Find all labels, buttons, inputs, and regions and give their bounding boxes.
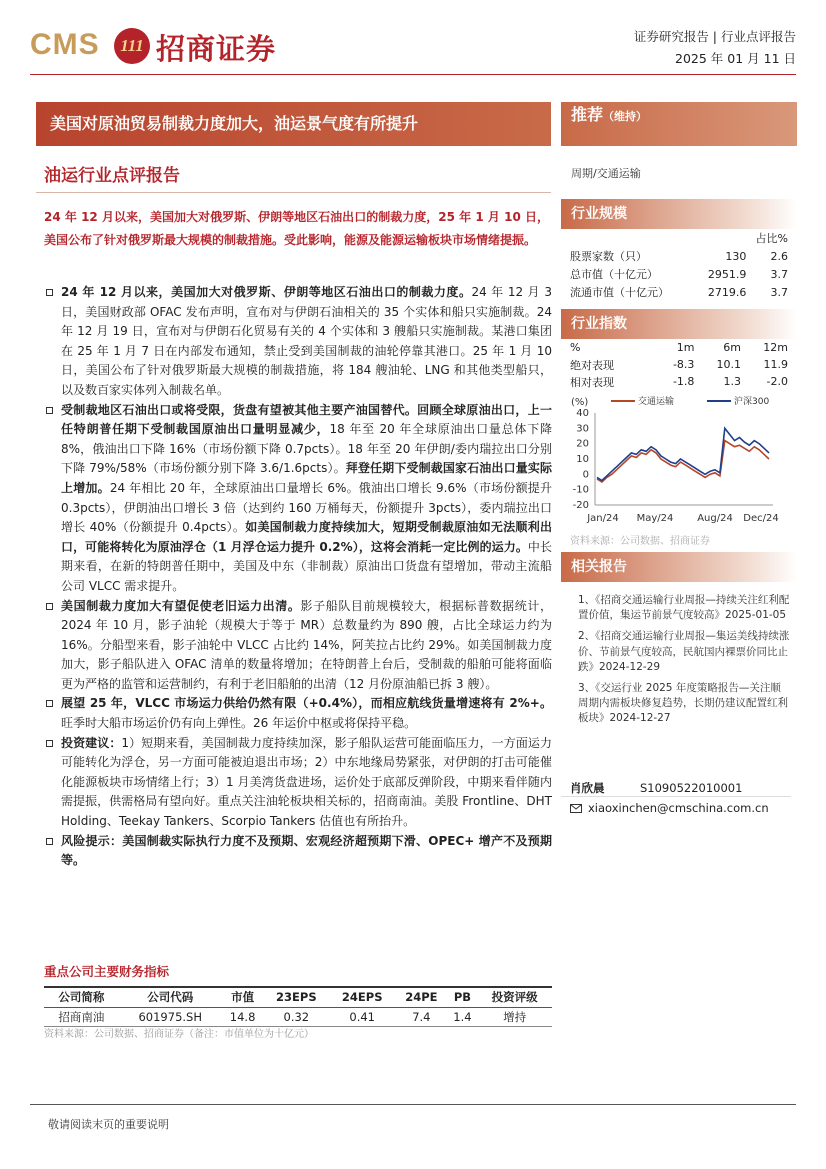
company-logo [30, 22, 290, 68]
index-table [570, 339, 788, 390]
related-title: 相关报告 [561, 552, 797, 582]
bullet-item [44, 694, 552, 733]
report-date: 2025 年 01 月 11 日 [675, 51, 796, 66]
y-tick-label: 20 [576, 438, 589, 450]
y-tick-label: 0 [582, 469, 589, 481]
bullet-text: 24 年 12 月 3 日，美国财政部 OFAC 发布声明，宣布对与伊朗石油相关的 35 个实体和船只实施制裁。24 年 12 月 19 日，宣布对与伊朗石化贸易有关的 4 个实体和 3 艘船只实施制裁。某港口集团在 25 年 1 月 7 日在内部发布通知，禁止受到美国制裁的油轮停靠其港口。25 年 1 月 10 日，美国公布了针对俄罗斯最大规模的制裁措施，将 184 艘油轮、LNG 和其他类型船只，以及数百家实体列入制裁名单。 [61, 285, 552, 397]
x-tick-label: May/24 [636, 513, 674, 524]
analyst-email[interactable]: xiaoxinchen@cmschina.com.cn [588, 801, 769, 815]
rating-label: 推荐 [571, 105, 604, 124]
bullet-text: 18 年至 20 年全球原油出口量总体下降 8%，俄油出口下降 16%（市场份额下降 0.7pcts）。18 年至 20 年伊朗/委内瑞拉出口分别下降 79%/58%（市场份额分别下降 3.6/1.6pcts）。 [61, 422, 552, 476]
y-tick-label: 30 [576, 423, 589, 435]
table-cell: 流通市值（十亿元） [570, 286, 669, 299]
table-cell: 0.32 [263, 1007, 329, 1026]
table-header: 1m [676, 341, 695, 354]
table-row [570, 356, 788, 373]
bullet-bold: 如美国制裁力度持续加大，短期受制裁原油如无法顺利出口，可能将转化为原油浮仓（1 月浮仓运力提升 0.2%），这将会消耗一定比例的运力。 [61, 520, 552, 554]
table-header: PB [448, 987, 478, 1007]
financials-table [44, 986, 552, 1027]
table-header: 23EPS [263, 987, 329, 1007]
analyst [570, 780, 742, 796]
related-list [578, 593, 790, 733]
legend-label: 沪深300 [734, 397, 770, 407]
financials-source: 资料来源：公司数据、招商证券（备注：市值单位为十亿元） [44, 1029, 314, 1040]
table-cell: 1.3 [723, 375, 741, 388]
related-item[interactable]: 3、《交运行业 2025 年度策略报告—关注顺周期内需板块修复趋势，长期仍建议配置红利板块》2024-12-27 [578, 682, 788, 725]
table-header: 6m [723, 341, 741, 354]
bullet-bold: 美国制裁力度加大有望促使老旧运力出清。 [61, 598, 301, 613]
scale-table [570, 229, 788, 301]
scale-title: 行业规模 [561, 199, 797, 229]
logo-cms: CMS [30, 28, 100, 61]
table-cell: 601975.SH [119, 1007, 222, 1026]
table-cell: -2.0 [766, 375, 788, 388]
bullet-bold: 24 年 12 月以来，美国加大对俄罗斯、伊朗等地区石油出口的制裁力度。 [61, 285, 472, 299]
chart-source: 资料来源：公司数据、招商证券 [570, 536, 710, 547]
bullet-item [44, 832, 552, 871]
table-header: 12m [763, 341, 788, 354]
related-item[interactable]: 1、《招商交通运输行业周报—持续关注红利配置价值，集运节前景气度较高》2025-01-05 [578, 594, 790, 622]
scale-unit: 占比% [755, 232, 788, 245]
bullet-text: 旺季时大船市场运价仍有向上弹性。26 年运价中枢或将保持平稳。 [61, 716, 417, 731]
table-row [44, 1007, 552, 1026]
x-tick-label: Dec/24 [743, 513, 779, 524]
table-cell: 2951.9 [707, 267, 747, 281]
email-icon [570, 804, 582, 813]
bullet-bold: 受制裁地区石油出口或将受限，货盘有望被其他主要产油国替代。回顾全球原油出口，上一任特朗普任期下受制裁国原油出口量明显减少， [61, 402, 552, 437]
bullet-text: 24 年相比 20 年，全球原油出口量增长 6%。俄油出口增长 9.6%（市场份额提升 0.3pcts），伊朗油出口增长 3 倍（达到约 160 万桶每天，份额提升 3pcts），委内瑞拉出口增长 40%（份额提升 0.4pcts）。 [61, 480, 552, 535]
y-tick-label: -20 [572, 500, 589, 511]
y-tick-label: -10 [572, 484, 589, 496]
table-header: 市值 [222, 987, 264, 1007]
table-cell: 总市值（十亿元） [570, 268, 658, 281]
table-cell: 2.6 [770, 249, 788, 263]
bullet-bold: 风险提示：美国制裁实际执行力度不及预期、宏观经济超预期下滑、OPEC+ 增产不及预期等。 [61, 833, 552, 868]
checkbox-icon [46, 407, 53, 414]
logo-cn: 招商证券 [156, 32, 277, 66]
table-cell: 11.9 [763, 358, 788, 371]
footer-note: 敬请阅读末页的重要说明 [48, 1118, 169, 1131]
x-tick-label: Aug/24 [697, 513, 733, 524]
bullet-text: 中长期来看，在新的特朗普任期中，美国及中东（非制裁）原油出口货盘有望增加，带动主流船公司 VLCC 需求提升。 [61, 539, 552, 593]
bullet-bold: 投资建议： [61, 735, 122, 750]
bullet-bold: 展望 25 年，VLCC 市场运力供给仍然有限（+0.4%），而相应航线货量增速将有 2%+。 [61, 696, 552, 711]
bullet-text: 1）短期来看，美国制裁力度持续加深，影子船队运营可能面临压力，一方面运力可能转化为浮仓，另一方面可能被迫退出市场；2）中东地缘局势紧张，对伊朗的打击可能催化能源板块市场情绪上行；3）1 月美湾货盘进场，运价处于底部反弹阶段，中期来看伴随内需提振，供需格局有望向好。重点关注油轮板块相关标的，招商南油。美股 Frontline、DHT Holding、Teekay Tankers、Scorpio Tankers 估值也有所抬升。 [61, 735, 552, 829]
x-tick-label: Jan/24 [587, 513, 619, 524]
checkbox-icon [46, 838, 53, 845]
table-cell: 股票家数（只） [570, 250, 647, 263]
table-header: 公司简称 [44, 987, 119, 1007]
analyst-id: S1090522010001 [640, 781, 743, 795]
bullet-bold: 拜登任期下受制裁国家石油出口量实际上增加。 [61, 461, 552, 495]
checkbox-icon [46, 603, 53, 610]
table-header: 投资评级 [477, 987, 552, 1007]
subtitle-divider [36, 192, 551, 193]
bullet-item [44, 401, 552, 597]
y-axis-label: (%) [571, 397, 589, 408]
legend-label: 交通运输 [638, 397, 675, 407]
table-cell: 10.1 [716, 358, 741, 371]
report-subtitle: 油运行业点评报告 [44, 166, 180, 186]
table-cell: 1.4 [448, 1007, 478, 1026]
header-meta [634, 26, 796, 70]
table-cell: 2719.6 [707, 285, 747, 299]
checkbox-icon [46, 289, 53, 296]
bullet-item [44, 734, 552, 832]
y-tick-label: 40 [576, 408, 589, 419]
industry-label: 周期/交通运输 [571, 167, 641, 180]
table-row [570, 283, 788, 301]
index-title: 行业指数 [561, 309, 797, 339]
table-row [570, 373, 788, 390]
table-header: 24PE [395, 987, 447, 1007]
table-row [570, 247, 788, 265]
bullet-item [44, 283, 552, 401]
table-row [570, 339, 788, 356]
related-item[interactable]: 2、《招商交通运输行业周报—集运美线持续涨价、节前景气度较高，民航国内裸票价同比止跌》2024-12-29 [578, 630, 790, 673]
financials-title: 重点公司主要财务指标 [44, 964, 170, 979]
report-type: 证券研究报告 | 行业点评报告 [633, 29, 796, 44]
table-cell: -1.8 [672, 375, 695, 388]
table-cell: 3.7 [770, 285, 788, 299]
analyst-divider [561, 796, 791, 797]
rating-note: （维持） [603, 110, 648, 123]
bullet-text: 影子船队目前规模较大，根据标普数据统计，2024 年 10 月，影子油轮（规模大于等于 MR）总数量约为 890 艘，占比全球运力约为 16%。分船型来看，影子油轮中 VLCC 占比约 14%，阿芙拉占比约 29%。如美国制裁力度加大，影子船队进入 OFAC 清单的数量将增加；在特朗普上台后，受制裁的船舶可能将面临更为严格的监管和运营制约，有利于老旧船舶的出清（12 月份原油船已拆 3 艘）。 [61, 598, 552, 691]
y-tick-label: 10 [576, 454, 589, 465]
table-cell: 招商南油 [44, 1007, 119, 1026]
table-cell: 7.4 [395, 1007, 447, 1026]
logo-mark: 111 [114, 28, 150, 64]
checkbox-icon [46, 700, 53, 707]
table-header: 24EPS [329, 987, 395, 1007]
table-header: % [570, 341, 581, 354]
bullet-item [44, 597, 552, 695]
table-cell: 相对表现 [570, 375, 614, 389]
report-title: 美国对原油贸易制裁力度加大，油运景气度有所提升 [36, 102, 551, 146]
footer-divider [30, 1104, 796, 1105]
table-row [570, 265, 788, 283]
rating-bar [561, 102, 797, 146]
table-cell: 增持 [477, 1007, 552, 1026]
header-divider [30, 74, 796, 75]
series-line [597, 428, 769, 480]
summary: 24 年 12 月以来，美国加大对俄罗斯、伊朗等地区石油出口的制裁力度，25 年 1 月 10 日，美国公布了针对俄罗斯最大规模的制裁措施。受此影响，能源及能源运输板块市场情绪提振。 [44, 210, 549, 247]
analyst-name: 肖欣晨 [570, 781, 605, 795]
bullet-list [44, 283, 552, 871]
table-cell: -8.3 [672, 358, 695, 371]
checkbox-icon [46, 740, 53, 747]
table-cell: 3.7 [770, 267, 788, 281]
table-cell: 绝对表现 [570, 358, 614, 372]
index-chart [561, 389, 797, 529]
table-header: 公司代码 [119, 987, 222, 1007]
table-cell: 0.41 [329, 1007, 395, 1026]
table-cell: 14.8 [222, 1007, 264, 1026]
table-cell: 130 [725, 249, 747, 263]
